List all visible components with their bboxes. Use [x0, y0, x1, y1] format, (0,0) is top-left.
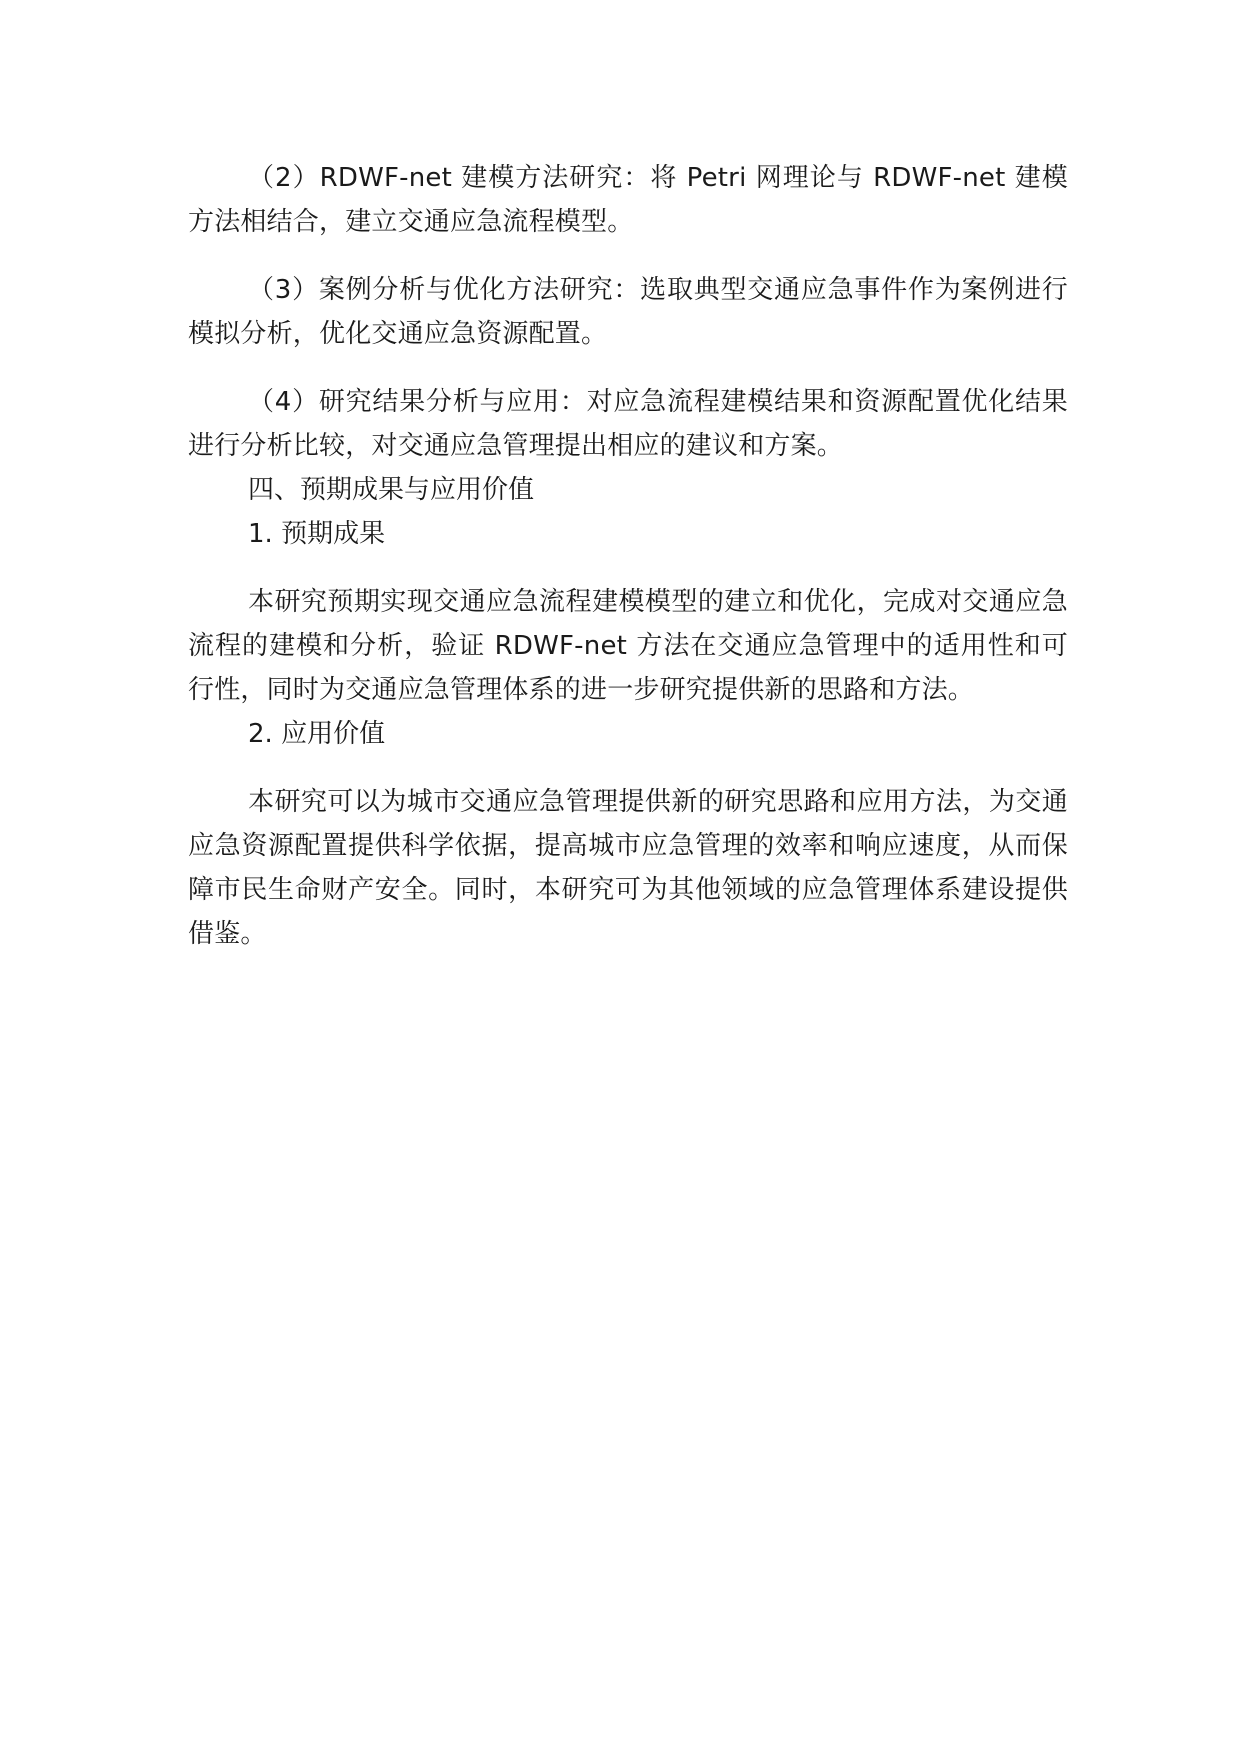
subheading-application-value: 2. 应用价值: [248, 719, 386, 749]
paragraph-research-method-4: （4）研究结果分析与应用：对应急流程建模结果和资源配置优化结果进行分析比较，对交通应急管理提出相应的建议和方案。: [188, 387, 1068, 461]
subheading-expected-outcomes: 1. 预期成果: [248, 519, 386, 549]
paragraph-application-value: 本研究可以为城市交通应急管理提供新的研究思路和应用方法，为交通应急资源配置提供科学依据，提高城市应急管理的效率和响应速度，从而保障市民生命财产安全。同时，本研究可为其他领域的应急管理体系建设提供借鉴。: [188, 787, 1068, 949]
paragraph-expected-outcomes: 本研究预期实现交通应急流程建模模型的建立和优化，完成对交通应急流程的建模和分析，验证 RDWF-net 方法在交通应急管理中的适用性和可行性，同时为交通应急管理体系的进一步研究提供新的思路和方法。: [188, 587, 1068, 705]
paragraph-research-method-2: （2）RDWF-net 建模方法研究：将 Petri 网理论与 RDWF-net 建模方法相结合，建立交通应急流程模型。: [188, 163, 1068, 237]
paragraph-research-method-3: （3）案例分析与优化方法研究：选取典型交通应急事件作为案例进行模拟分析，优化交通应急资源配置。: [188, 275, 1068, 349]
document-body: [188, 156, 1068, 956]
section-heading-expected-results: 四、预期成果与应用价值: [248, 475, 535, 505]
